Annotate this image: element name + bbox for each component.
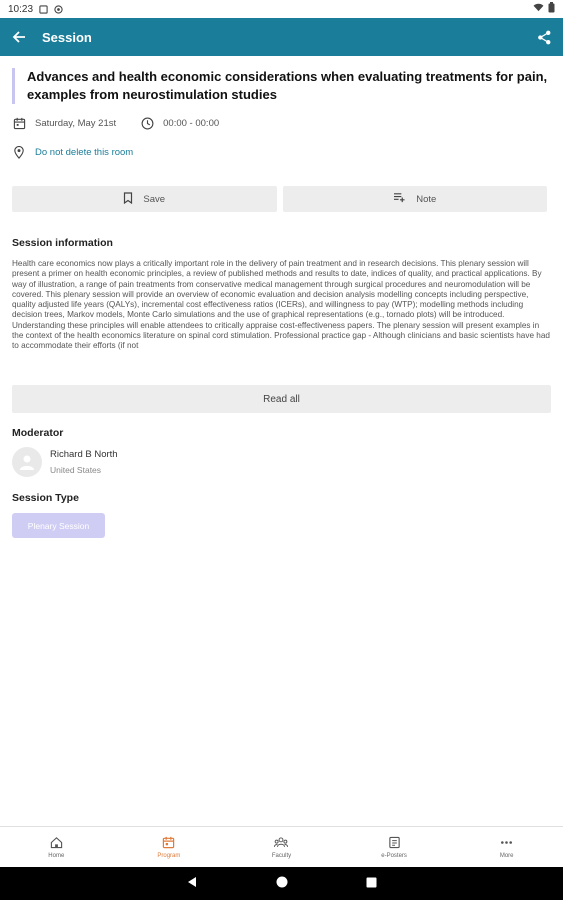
note-button[interactable] [283,186,548,212]
avatar [12,447,42,477]
back-arrow-icon[interactable] [10,28,28,46]
session-description: Health care economics now plays a critically important role in the delivery of pain treatment and in research decisions. This plenary session will present a primer on health economic principles, a review of published methods and results to date, indices of quality, and practical applications. By way of illustration, a range of pain treatments from conservative medical management through surgical procedures and neuromodulation will be covered. This plenary session will provide an overview of economic evaluation and decision analysis modelling concepts including perspective, quality adjusted life years (QALYs), incremental cost effectiveness ratios (ICERs), and willingness to pay (WTP); modelling methods including decision trees, Markov models, Monte Carlo simulations and the use of graphical representations (e.g., tornado plots) will be introduced. Understanding these principles will enable attendees to critically appraise cost-effectiveness papers. The plenary session will present examples in the context of the health economics literature on spinal cord stimulation. Professional practice gap - Although clinicians and basic scientists have had to accommodate their efforts (if not [12,259,550,351]
bottom-nav [0,826,563,867]
clock-icon [140,116,154,130]
nav-label-home: Home [48,852,65,859]
save-button[interactable] [12,186,277,212]
session-type-chip[interactable]: Plenary Session [12,513,105,538]
session-info-heading: Session information [12,237,113,249]
session-date: Saturday, May 21st [35,117,117,129]
nav-item-more[interactable] [450,827,563,867]
more-icon [500,836,514,850]
nav-item-eposters[interactable] [338,827,451,867]
page-title: Session [42,29,92,45]
nav-label-faculty: Faculty [271,852,292,859]
description-fade [12,354,550,376]
location-pin-icon [12,145,26,159]
moderator-country: United States [50,465,102,475]
bookmark-icon [123,192,133,207]
battery-icon [548,2,555,16]
session-type-heading: Session Type [12,492,79,504]
moderator-name: Richard B North [50,449,118,460]
calendar-icon [12,116,26,130]
share-icon[interactable] [535,28,553,46]
note-button-label: Note [416,193,437,205]
wifi-icon [533,3,544,15]
status-time: 10:23 [8,3,34,15]
session-title: Advances and health economic considerations when evaluating treatments for pain, examples from neurostimulation studies [12,68,552,104]
poster-icon [387,836,401,850]
sync-icon [54,5,63,14]
save-button-label: Save [143,193,166,205]
nav-item-faculty[interactable] [225,827,338,867]
nav-label-more: More [499,852,514,859]
add-note-icon [393,192,406,206]
system-nav-bar [0,867,563,900]
nav-item-home[interactable] [0,827,113,867]
room-link[interactable]: Do not delete this room [35,146,134,158]
session-datetime-row [12,116,219,130]
system-back-icon[interactable] [186,875,198,893]
session-time: 00:00 - 00:00 [163,117,220,129]
session-room-row [12,145,133,159]
read-all-button[interactable]: Read all [12,385,551,413]
system-recents-icon[interactable] [366,875,377,893]
status-bar [0,0,563,18]
nav-label-program: Program [157,852,181,859]
app-bar [0,18,563,56]
moderator-heading: Moderator [12,427,64,439]
nav-label-eposters: e-Posters [381,852,407,859]
nav-item-program[interactable] [113,827,226,867]
system-home-icon[interactable] [276,875,288,893]
home-icon [49,836,63,850]
action-buttons [12,186,547,212]
people-icon [274,836,288,850]
calendar-icon [162,836,176,850]
moderator-item[interactable] [12,447,118,477]
notification-icon [39,5,48,14]
